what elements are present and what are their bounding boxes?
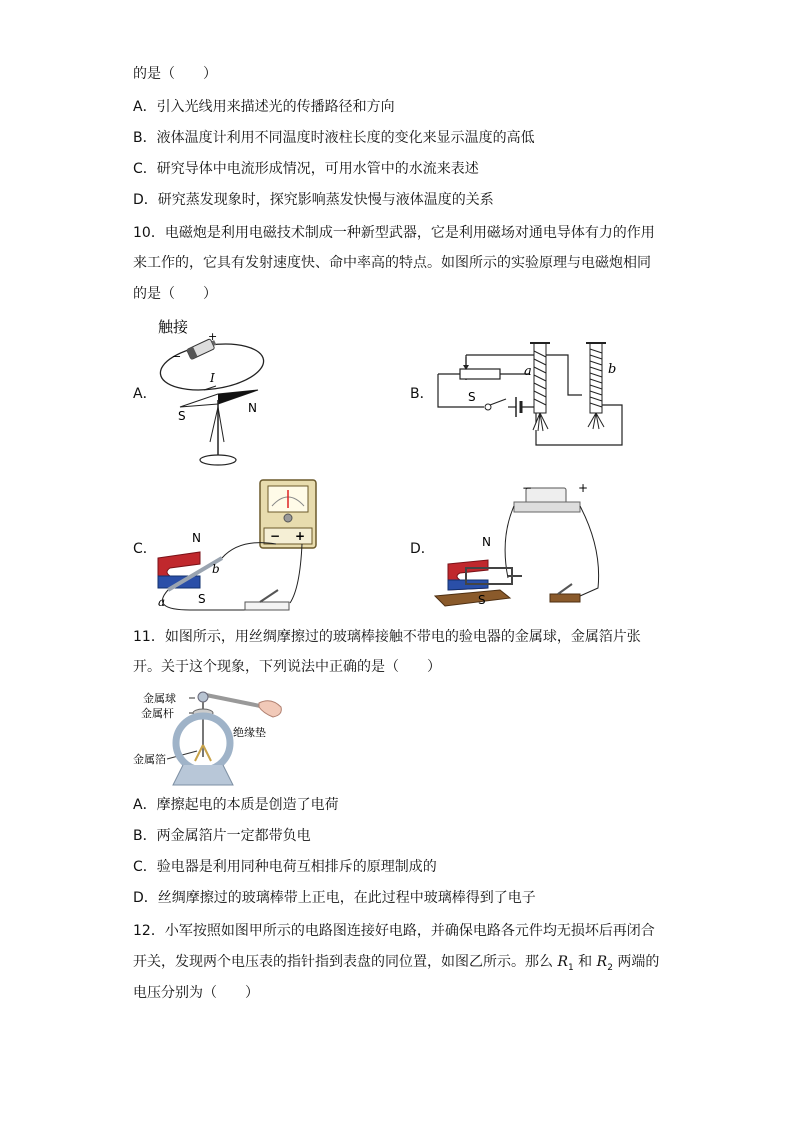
rheostat: [460, 369, 500, 379]
fig-c-north: N: [192, 531, 201, 545]
switch-lever: [490, 399, 506, 405]
label-metal-rod: 金属杆: [141, 707, 174, 720]
compass-base: [200, 455, 236, 465]
q10-figure-a: [150, 312, 270, 472]
r2-symbol: R: [596, 954, 608, 970]
q11-figure-electroscope: [133, 685, 293, 790]
label-metal-ball: 金属球: [143, 692, 176, 705]
fig-d-minus: −: [522, 481, 533, 495]
q10-stem-line2: 来工作的，它具有发射速度快、命中率高的特点。如图所示的实验原理与电磁炮相同: [133, 255, 651, 271]
q9-option-c: C．研究导体中电流形成情况，可用水管中的水流来表述: [133, 161, 479, 177]
q10-option-c-label: C．: [133, 541, 157, 557]
pins-b: [588, 413, 604, 429]
fig-b-switch: S: [468, 390, 476, 404]
knife-switch: [245, 602, 289, 610]
fig-c-plus: +: [295, 529, 306, 543]
pins-a: [533, 413, 548, 431]
fig-a-south: S: [178, 409, 186, 423]
q10-figure-c: [150, 478, 330, 616]
fig-c-minus: −: [270, 529, 281, 543]
q9-option-b: B．液体温度计利用不同温度时液柱长度的变化来显示温度的高低: [133, 130, 535, 146]
q11-stem-line2: 开。关于这个现象，下列说法中正确的是（ ）: [133, 659, 441, 675]
fig-d-south: S: [478, 593, 486, 607]
q11-option-c: C．验电器是利用同种电荷互相排斥的原理制成的: [133, 859, 437, 875]
fig-a-current: I: [210, 371, 215, 385]
label-metal-foil: 金属箔: [133, 753, 166, 766]
fig-a-minus: −: [172, 350, 182, 363]
wooden-base: [435, 590, 510, 606]
q11-stem-line1: 11．如图所示，用丝绸摩擦过的玻璃棒接触不带电的验电器的金属球，金属箔片张: [133, 629, 641, 645]
q11-option-b: B．两金属箔片一定都带负电: [133, 828, 311, 844]
q12-stem-line1: 12．小军按照如图甲所示的电路图连接好电路，并确保电路各元件均无损坏后再闭合: [133, 923, 655, 939]
q11-option-d: D．丝绸摩擦过的玻璃棒带上正电，在此过程中玻璃棒得到了电子: [133, 890, 536, 906]
electroscope-base: [173, 765, 233, 785]
q10-option-a-label: A．: [133, 386, 157, 402]
fig-c-label-a: a: [158, 595, 166, 609]
fig-b-label-b: b: [608, 362, 617, 377]
fig-a-plus: +: [208, 330, 218, 343]
q10-stem-line3: 的是（ ）: [133, 286, 217, 302]
q12-stem-line3: 电压分别为（ ）: [133, 985, 259, 1001]
metal-ball: [198, 692, 208, 702]
nail-b: [590, 343, 602, 413]
fig-c-south: S: [198, 592, 206, 606]
q11-option-a: A．摩擦起电的本质是创造了电荷: [133, 797, 339, 813]
glass-rod: [201, 694, 265, 707]
q10-option-d-label: D．: [410, 541, 435, 557]
hand-icon: [259, 701, 281, 717]
fig-c-label-b: b: [212, 562, 220, 576]
q10-option-b-label: B．: [410, 386, 434, 402]
q12-stem-line2: 开关，发现两个电压表的指针指到表盘的同位置，如图乙所示。那么 $R_1$ 和 $R_2$ 两端的: [133, 954, 660, 973]
q10-figure-d: [430, 478, 610, 616]
r1-symbol: R: [557, 954, 568, 970]
label-insulating-pad: 绝缘垫: [233, 726, 266, 739]
fig-a-title: 触接: [158, 318, 189, 336]
switch-d: [550, 594, 580, 602]
q9-option-a: A．引入光线用来描述光的传播路径和方向: [133, 99, 395, 115]
q10-stem-line1: 10．电磁炮是利用电磁技术制成一种新型武器，它是利用磁场对通电导体有力的作用: [133, 225, 655, 241]
fig-d-plus: +: [578, 481, 589, 495]
fig-a-north: N: [248, 401, 257, 415]
q9-stem-tail: 的是（ ）: [133, 66, 217, 82]
fig-d-north: N: [482, 535, 491, 549]
q10-figure-b: [430, 335, 630, 455]
q9-option-d: D．研究蒸发现象时，探究影响蒸发快慢与液体温度的关系: [133, 192, 494, 208]
fig-b-label-a: a: [524, 364, 532, 379]
